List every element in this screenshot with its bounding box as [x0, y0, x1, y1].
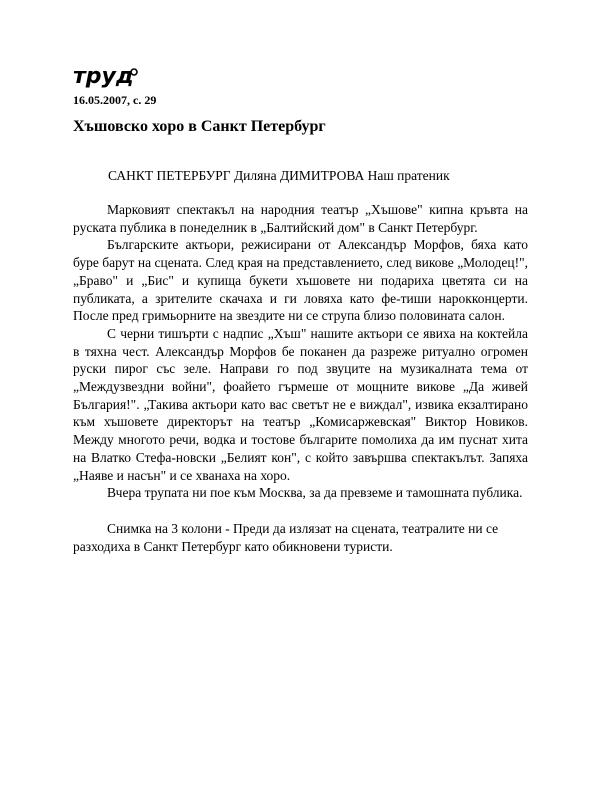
photo-caption-text: Снимка на 3 колони - Преди да излязат на сцената, театралите ни се разходиха в Санкт Петербург като обикновени туристи. — [73, 521, 499, 554]
logo-text: труд — [73, 64, 134, 89]
trud-logo — [73, 63, 139, 93]
photo-caption — [73, 520, 528, 555]
article-paragraph: Българските актьори, режисирани от Александър Морфов, бяха като буре барут на сцената. След края на представлението, след викове „Молодец!", „Браво" и „Бис" и купища букети хъшовете ни подариха цветята си на публиката, а зрителите скачаха и ги ловяха като фе-тиши нарокконцерти. После пред гримьорните на звездите ни се струпа близо половината салон. — [73, 237, 528, 324]
date-page: 16.05.2007, с. 29 — [73, 93, 157, 107]
article-paragraph: Марковият спектакъл на народния театър „Хъшове" кипна кръвта на руската публика в понеделник в „Балтийский дом" в Санкт Петербург. — [73, 202, 528, 235]
article-paragraph: Вчера трупата ни пое към Москва, за да превземе и тамошната публика. — [107, 485, 523, 501]
article-paragraph: С черни тишърти с надпис „Хъш" нашите актьори се явиха на коктейла в тяхна чест. Александър Морфов бе поканен да разреже ритуално огромен руски пирог със зеле. Направи го под звуците на музикалната тема от „Междузвездни войни", фоайето гърмеше от мощните викове „Да живей България!". „Такива актьори като вас светът не е виждал", извика екзалтирано към хъшовете директорът на театър „Комисаржевская" Виктор Новиков. Между многото речи, водка и тостове българите помолиха да им пуснат хита на Влатко Стефа-новски „Белият кон", с който завършва спектакълът. Запяха „Наяве и насън" и се хванаха на хоро. — [73, 325, 528, 483]
article-body — [73, 201, 528, 502]
article-title: Хъшовско хоро в Санкт Петербург — [73, 118, 326, 135]
article-byline: САНКТ ПЕТЕРБУРГ Диляна ДИМИТРОВА Наш пратеник — [108, 168, 450, 183]
